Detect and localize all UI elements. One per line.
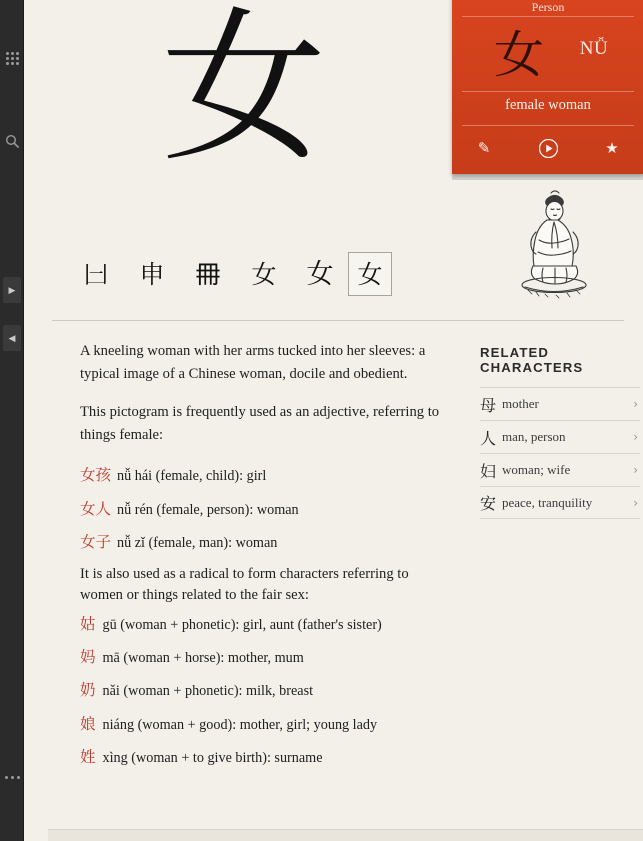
radical-character: 娘 [80, 714, 96, 733]
example-character: 女人 [80, 499, 112, 518]
related-character-row[interactable] [480, 486, 640, 519]
related-characters-panel [480, 345, 640, 519]
flashcard-pinyin: NǙ [579, 38, 609, 59]
radical-character: 奶 [80, 681, 96, 700]
radical-item [80, 679, 442, 702]
evolution-form[interactable]: 女 [306, 258, 334, 290]
chevron-right-icon: › [633, 463, 638, 477]
flashcard-character: 女 [494, 26, 544, 84]
radical-text: mā (woman + horse): mother, mum [102, 649, 304, 666]
flashcard-divider [462, 125, 634, 126]
example-item [80, 464, 442, 487]
radical-item [80, 713, 442, 736]
chevron-right-icon: › [633, 397, 638, 411]
example-item [80, 531, 442, 554]
related-character-row[interactable] [480, 387, 640, 420]
character-flashcard[interactable] [452, 0, 643, 174]
description-paragraph-2: This pictogram is frequently used as an adjective, referring to things female: [80, 404, 440, 443]
related-character-label: mother [502, 396, 539, 411]
example-text: nǚ rén (female, person): woman [117, 501, 299, 518]
evolution-form[interactable]: 𠕋 [195, 259, 221, 289]
example-item [80, 498, 442, 521]
chevron-right-icon: › [633, 495, 638, 510]
radical-text: niáng (woman + good): mother, girl; young lady [102, 716, 378, 733]
panel-collapse-left-button[interactable] [3, 325, 21, 351]
description-column [80, 340, 442, 779]
flashcard-actions [452, 130, 643, 166]
related-character-glyph: 母 [480, 395, 497, 415]
brush-stroke-icon[interactable]: ✎ [477, 140, 491, 157]
chevron-right-icon: › [633, 430, 638, 444]
more-dots-icon[interactable] [0, 776, 24, 779]
radical-example-list [80, 613, 442, 769]
flashcard-divider [462, 16, 634, 17]
evolution-form[interactable]: 申 [139, 259, 165, 289]
kneeling-woman-illustration [495, 186, 613, 302]
radical-item [80, 646, 442, 669]
example-text: nǚ zǐ (female, man): woman [117, 535, 278, 552]
radical-text: xìng (woman + to give birth): surname [102, 749, 323, 766]
related-character-glyph: 妇 [480, 461, 497, 481]
radical-text: nǎi (woman + phonetic): milk, breast [102, 683, 314, 700]
section-divider [52, 320, 624, 321]
example-character: 女孩 [80, 466, 112, 485]
related-character-row[interactable] [480, 453, 640, 486]
related-character-label: man, person [502, 429, 566, 444]
flashcard-category-label: Person [531, 0, 565, 14]
arrow-left-icon: ◀ [8, 332, 16, 343]
example-character: 女子 [80, 533, 112, 552]
flashcard-divider [462, 91, 634, 92]
radical-character: 妈 [80, 647, 96, 666]
star-icon[interactable]: ★ [605, 140, 619, 157]
evolution-form[interactable]: 𠙵 [83, 259, 109, 289]
related-character-label: woman; wife [502, 462, 571, 477]
example-list [80, 464, 442, 554]
search-icon[interactable] [0, 134, 24, 149]
related-character-label: peace, tranquility [502, 494, 593, 510]
evolution-form-selected[interactable]: 女 [348, 252, 392, 296]
panel-expand-right-button[interactable] [3, 277, 21, 303]
flashcard-meaning: female woman [505, 97, 591, 113]
hero-character: 女 [161, 0, 327, 184]
radical-text: gū (woman + phonetic): girl, aunt (father's sister) [102, 616, 382, 633]
bottom-edge-strip [48, 829, 643, 841]
main-content [24, 0, 643, 841]
arrow-right-icon: ▶ [8, 284, 16, 295]
description-paragraph-3: It is also used as a radical to form characters referring to women or things related to the fair sex: [80, 566, 409, 604]
radical-character: 姑 [80, 614, 96, 633]
radical-item [80, 613, 442, 636]
radical-item [80, 746, 442, 769]
related-character-row[interactable] [480, 420, 640, 453]
left-sidebar-rail [0, 0, 24, 841]
example-text: nǚ hái (female, child): girl [117, 468, 267, 485]
description-paragraph-1: A kneeling woman with her arms tucked into her sleeves: a typical image of a Chinese woman, docile and obedient. [80, 343, 426, 382]
evolution-form[interactable]: 女 [251, 259, 277, 289]
evolution-forms [68, 250, 392, 298]
hero-section [24, 0, 643, 184]
play-icon[interactable] [516, 139, 580, 158]
radical-character: 姓 [80, 747, 96, 766]
grid-icon[interactable] [0, 52, 24, 65]
related-character-glyph: 人 [480, 428, 497, 448]
related-character-glyph: 安 [480, 494, 497, 513]
related-characters-title: RELATED CHARACTERS [480, 345, 584, 375]
